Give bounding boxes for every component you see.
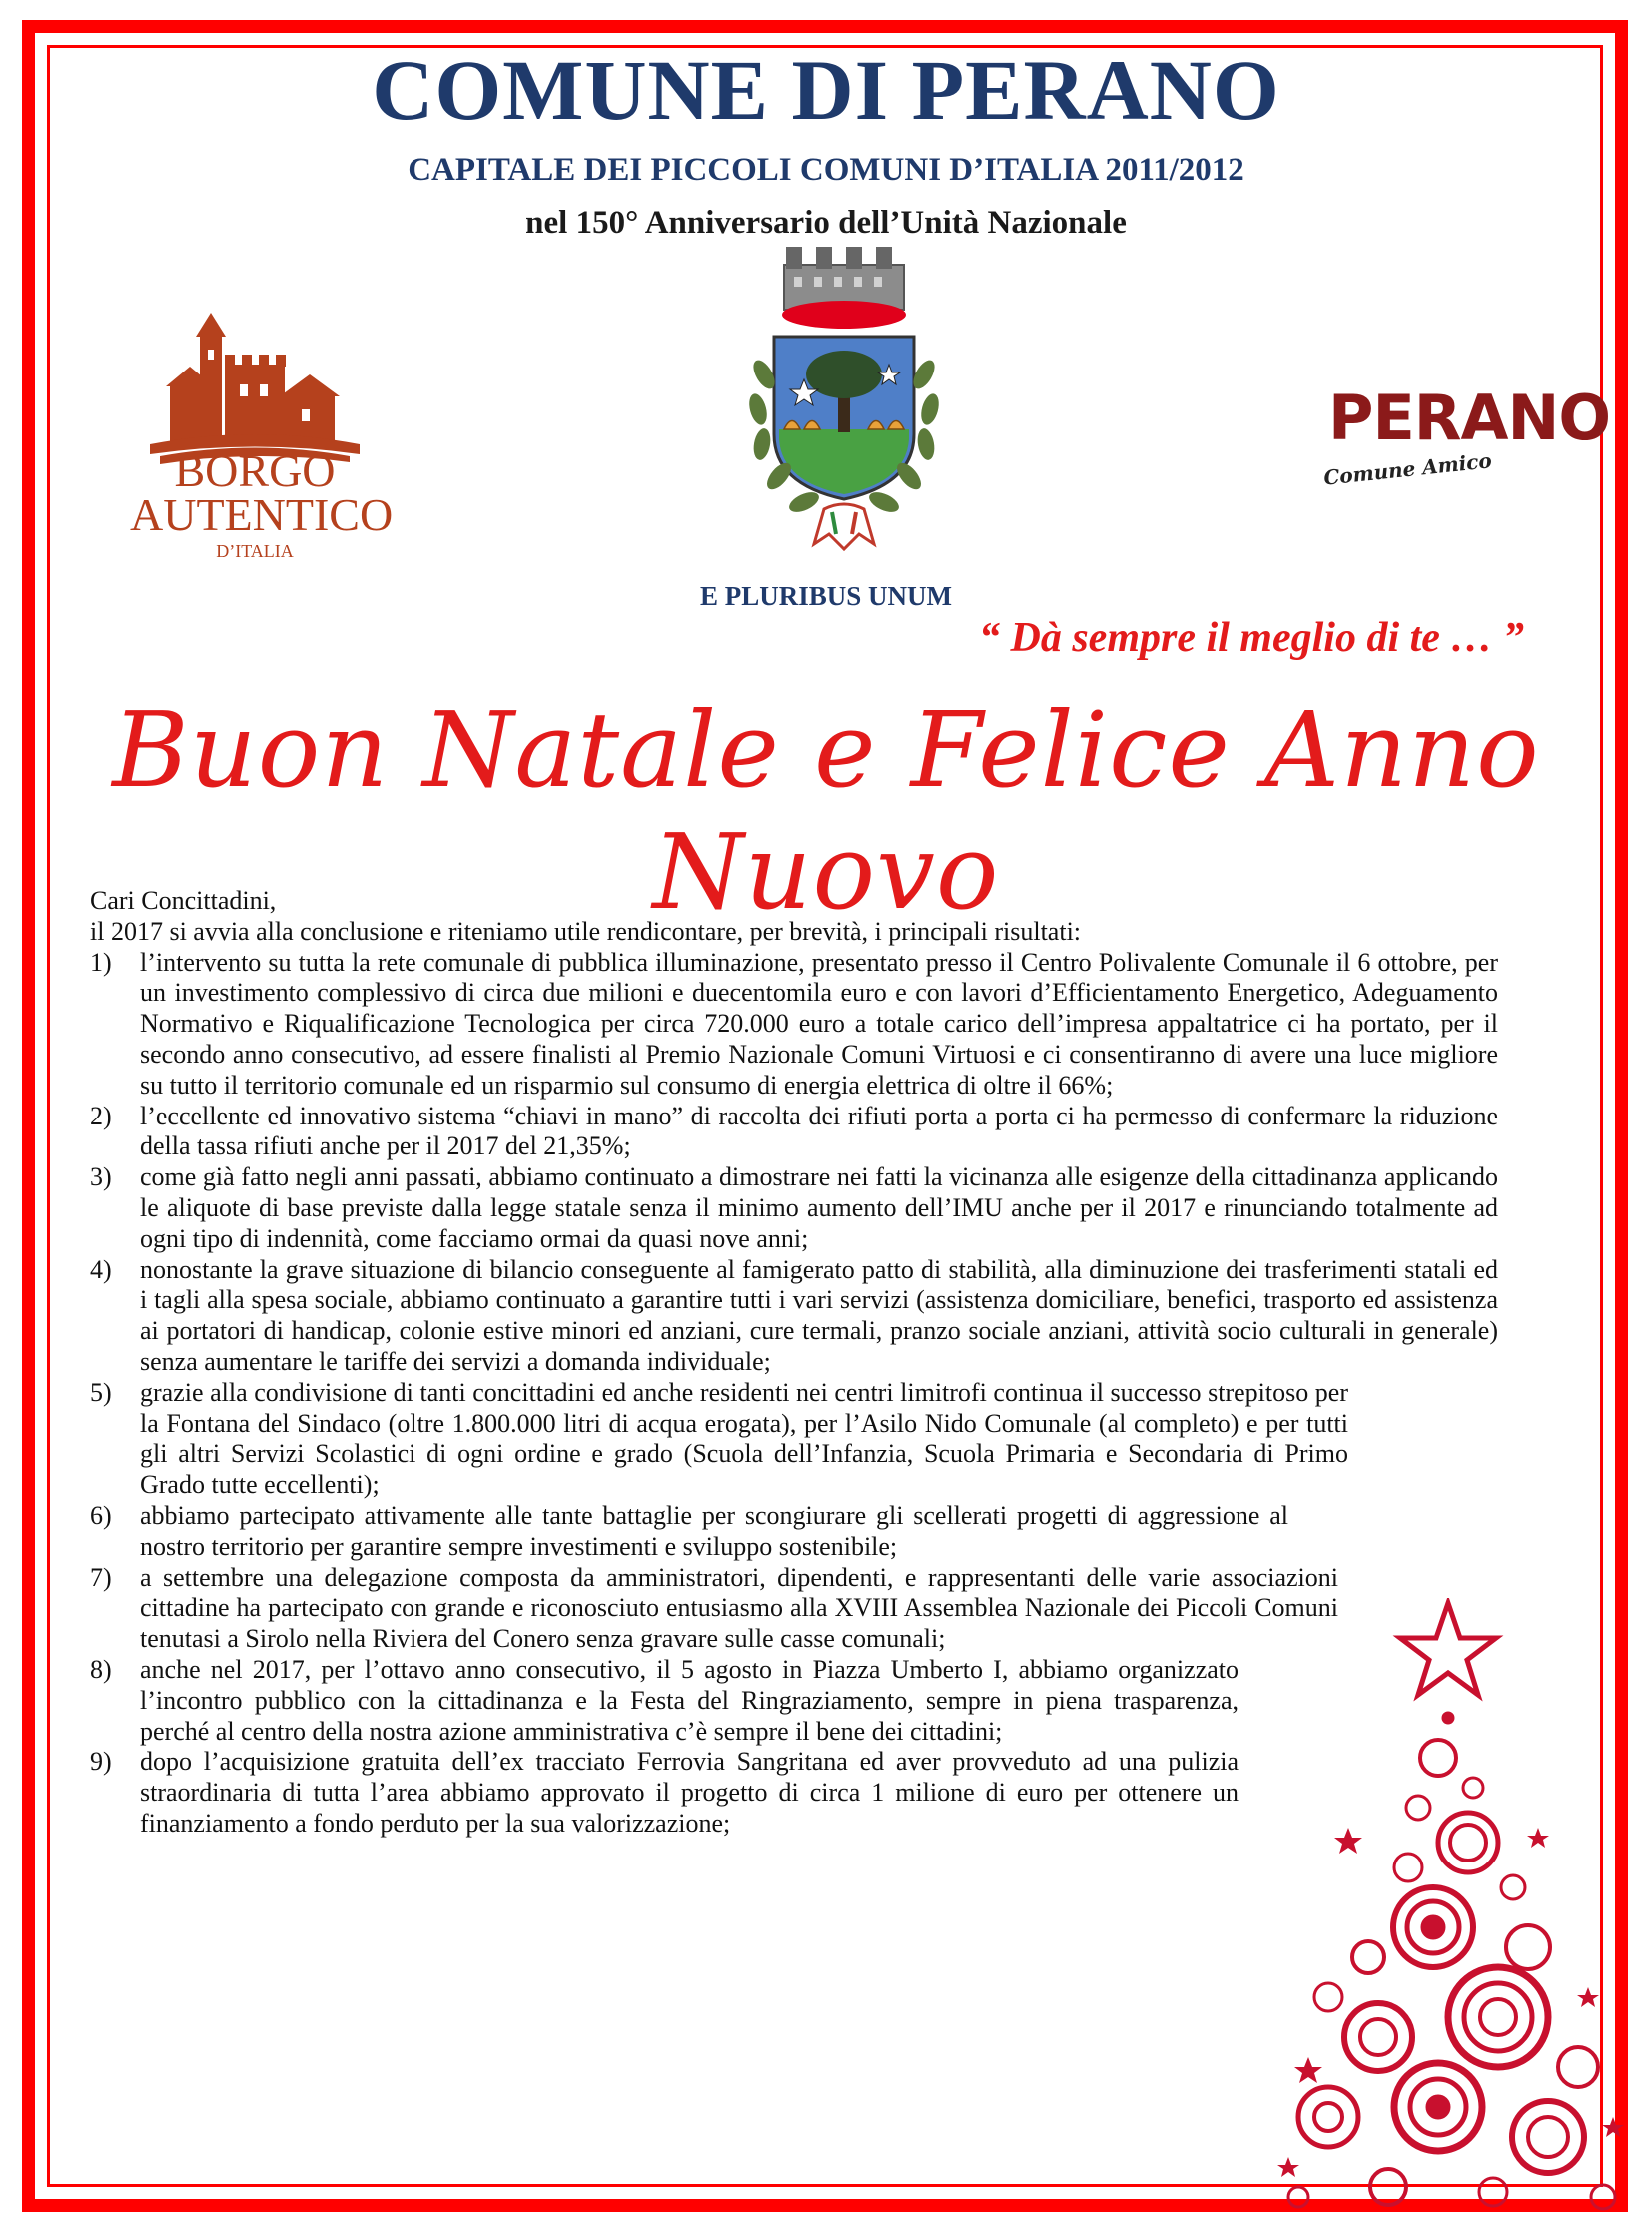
item-number: 2)	[90, 1101, 112, 1130]
item-text: l’eccellente ed innovativo sistema “chiavi in mano” di raccolta dei rifiuti porta a porta ci ha permesso di confermare la riduzione della tassa rifiuti anche per il 2017 del 21,35%;	[140, 1101, 1498, 1161]
item-number: 9)	[90, 1747, 112, 1777]
anniversary-line: nel 150° Anniversario dell’Unità Nazionale	[525, 205, 1127, 241]
item-number: 4)	[90, 1254, 112, 1284]
item-number: 8)	[90, 1654, 112, 1684]
item-text: anche nel 2017, per l’ottavo anno consecutivo, il 5 agosto in Piazza Umberto I, abbiamo organizzato l’incontro pubblico con la cittadinanza e la Festa del Ringraziamento, sempre in piena trasparenza, perché al centro della nostra azione amministrativa c’è sempre il bene dei cittadini;	[140, 1654, 1239, 1746]
item-number: 3)	[90, 1162, 112, 1192]
salutation: Cari Concittadini,	[90, 886, 277, 915]
borgo-line3: D’ITALIA	[216, 541, 294, 561]
item-number: 7)	[90, 1562, 112, 1592]
coat-of-arms-crest	[724, 245, 964, 564]
list-item	[90, 1747, 1239, 1839]
holiday-greeting: Buon Natale e Felice Anno Nuovo	[112, 689, 1540, 933]
item-number: 5)	[90, 1377, 112, 1407]
borgo-autentico-wordmark	[130, 445, 394, 562]
christmas-tree-decoration	[1268, 1598, 1628, 2217]
list-item	[90, 1255, 1498, 1378]
item-text: abbiamo partecipato attivamente alle tante battaglie per scongiurare gli scellerati progetti di aggressione al nostro territorio per garantire sempre investimenti e sviluppo sostenibile;	[140, 1500, 1288, 1561]
motto: E PLURIBUS UNUM	[699, 581, 953, 611]
item-text: grazie alla condivisione di tanti concittadini ed anche residenti nei centri limitrofi continua il successo strepitoso per la Fontana del Sindaco (oltre 1.800.000 litri di acqua erogata), per l’Asilo Nido Comunale (al completo) e per tutti gli altri Servizi Scolastici di ogni ordine e grado (Scuola dell’Infanzia, Scuola Primaria e Secondaria di Primo Grado tutte eccellenti);	[140, 1377, 1348, 1500]
item-number: 6)	[90, 1500, 112, 1530]
page-title: COMUNE DI PERANO	[372, 42, 1280, 138]
item-text: come già fatto negli anni passati, abbiamo continuato a dimostrare nei fatti la vicinanza alle esigenze della cittadinanza applicando le aliquote di base previste dalla legge statale senza il minimo aumento dell’IMU anche per il 2017 e rinunciando totalmente ad ogni tipo di indennità, come facciamo ormai da quasi nove anni;	[140, 1162, 1498, 1253]
item-text: l’intervento su tutta la rete comunale di pubblica illuminazione, presentato presso il Centro Polivalente Comunale il 6 ottobre, per un investimento complessivo di circa due milioni e duecentomila euro e con lavori d’Efficientamento Energetico, Adeguamento Normativo e Riqualificazione Tecnologica per circa 720.000 euro a totale carico dell’impresa appaltatrice ci ha portato, per il secondo anno consecutivo, ad essere finalisti al Premio Nazionale Comuni Virtuosi e ci consentiranno di avere una luce migliore su tutto il territorio comunale ed un risparmio sul consumo di energia elettrica di oltre il 66%;	[140, 947, 1498, 1100]
list-item	[90, 1563, 1338, 1655]
list-item	[90, 948, 1498, 1102]
item-number: 1)	[90, 947, 112, 977]
borgo-line1: BORGO	[174, 445, 336, 496]
list-item	[90, 1378, 1348, 1501]
perano-logo-sub: Comune Amico	[1322, 448, 1493, 490]
list-item	[90, 1501, 1288, 1563]
perano-logo-word: PERANO	[1328, 381, 1611, 454]
list-item	[90, 1102, 1498, 1163]
tagline: “ Dà sempre il meglio di te … ”	[979, 615, 1524, 661]
page-subtitle: CAPITALE DEI PICCOLI COMUNI D’ITALIA 2011/2012	[408, 152, 1244, 188]
list-item	[90, 1655, 1239, 1747]
letter-intro: il 2017 si avvia alla conclusione e riteniamo utile rendicontare, per brevità, i principali risultati:	[90, 916, 1082, 946]
item-text: nonostante la grave situazione di bilancio conseguente al famigerato patto di stabilità, alla diminuzione dei trasferimenti statali ed i tagli alla spesa sociale, abbiamo continuato a garantire tutti i vari servizi (assistenza domiciliare, benefici, trasporto ed assistenza ai portatori di handicap, colonie estive minori ed anziani, cure termali, pranzo sociale anziani, attività socio culturali in generale) senza aumentare le tariffe dei servizi a domanda individuale;	[140, 1254, 1498, 1376]
list-item	[90, 1162, 1498, 1254]
borgo-line2: AUTENTICO	[130, 489, 394, 540]
item-text: a settembre una delegazione composta da amministratori, dipendenti, e rappresentanti delle varie associazioni cittadine ha partecipato con grande e riconosciuto entusiasmo alla XVIII Assemblea Nazionale dei Piccoli Comuni tenutasi a Sirolo nella Riviera del Conero senza gravare sulle casse comunali;	[140, 1562, 1338, 1654]
item-text: dopo l’acquisizione gratuita dell’ex tracciato Ferrovia Sangritana ed aver provveduto ad una pulizia straordinaria di tutta l’area abbiamo approvato il progetto di circa 1 milione di euro per ottenere un finanziamento a fondo perduto per la sua valorizzazione;	[140, 1747, 1239, 1838]
